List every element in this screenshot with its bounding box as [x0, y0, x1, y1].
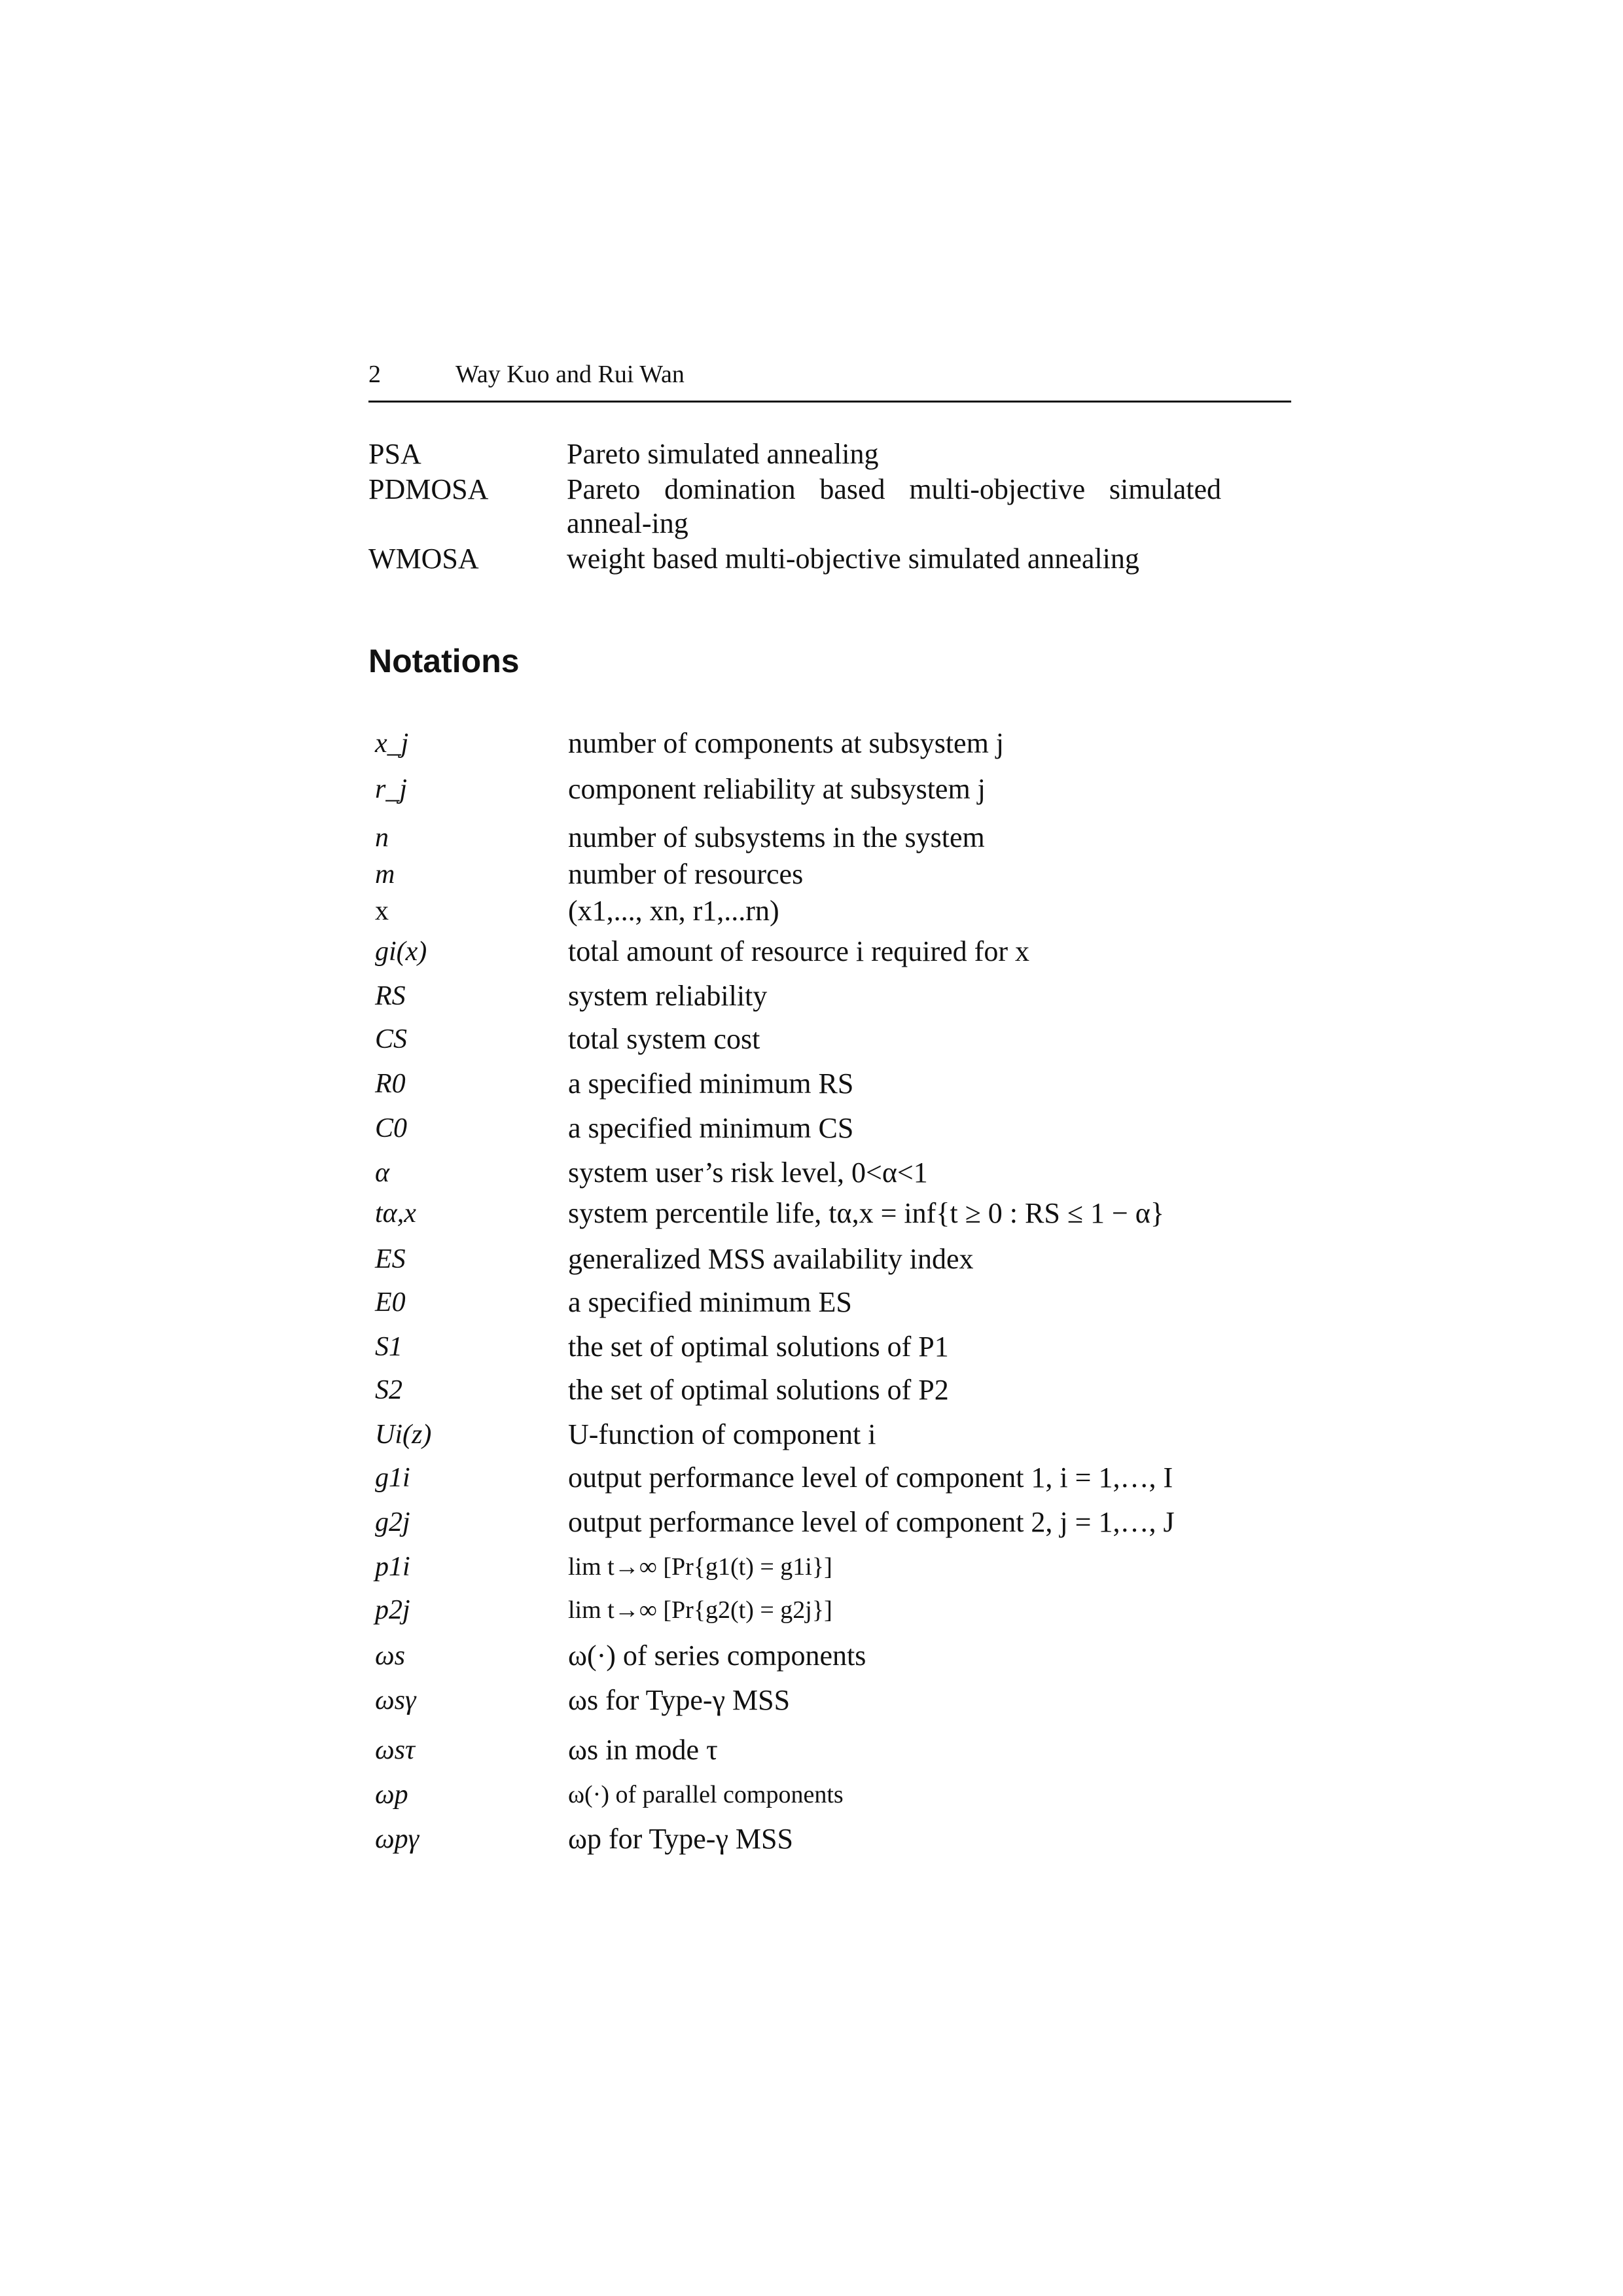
- notation-row: [368, 856, 1298, 895]
- notation-row: [368, 933, 1298, 973]
- notation-description: total system cost: [568, 1023, 760, 1055]
- notation-description: number of subsystems in the system: [568, 821, 985, 853]
- page-number: 2: [368, 361, 381, 388]
- notation-symbol: tα,x: [375, 1198, 416, 1229]
- page-header: [368, 359, 1291, 403]
- notation-description: lim t→∞ [Pr{g2(t) = g2j}]: [568, 1596, 832, 1624]
- notation-description: lim t→∞ [Pr{g1(t) = g1i}]: [568, 1553, 832, 1581]
- notation-symbol: ES: [375, 1244, 406, 1274]
- notation-row: [368, 1195, 1298, 1234]
- notation-description: number of components at subsystem j: [568, 727, 1005, 759]
- notation-symbol: ωpγ: [375, 1824, 419, 1854]
- abbreviation-row: [368, 437, 1298, 471]
- notation-description: system percentile life, tα,x = inf{t ≥ 0 : RS ≤ 1 − α}: [568, 1197, 1164, 1229]
- notation-row: [368, 1549, 1298, 1588]
- notation-description: ωp for Type-γ MSS: [568, 1823, 793, 1855]
- notation-symbol: p2j: [375, 1595, 410, 1625]
- notation-description: the set of optimal solutions of P1: [568, 1331, 949, 1363]
- notation-row: [368, 1155, 1298, 1194]
- notation-symbol: S1: [375, 1332, 402, 1362]
- abbreviation-term: PSA: [368, 438, 421, 470]
- notation-row: [368, 1504, 1298, 1543]
- notation-description: output performance level of component 1, i = 1,…, I: [568, 1462, 1173, 1494]
- notation-symbol: R0: [375, 1069, 406, 1099]
- notation-symbol: g1i: [375, 1463, 410, 1493]
- notation-description: system user’s risk level, 0<α<1: [568, 1157, 928, 1189]
- notation-symbol: ωp: [375, 1780, 408, 1810]
- notation-description: generalized MSS availability index: [568, 1243, 974, 1275]
- notation-row: [368, 1066, 1298, 1105]
- notation-row: [368, 1682, 1298, 1721]
- notation-symbol: Ui(z): [375, 1420, 432, 1450]
- notation-description: system reliability: [568, 980, 768, 1012]
- abbreviation-row: [368, 473, 1298, 541]
- notation-symbol: α: [375, 1158, 390, 1188]
- notation-description: ωs for Type-γ MSS: [568, 1684, 791, 1716]
- notation-row: [368, 1329, 1298, 1368]
- notation-description: the set of optimal solutions of P2: [568, 1374, 949, 1406]
- notation-description: a specified minimum ES: [568, 1286, 852, 1318]
- notation-row: [368, 771, 1298, 810]
- notation-description: ω(·) of parallel components: [568, 1781, 844, 1808]
- notation-row: [368, 978, 1298, 1017]
- section-title: Notations: [368, 643, 520, 679]
- notation-symbol: g2j: [375, 1507, 410, 1537]
- notation-symbol: gi(x): [375, 937, 427, 967]
- notation-description: number of resources: [568, 858, 804, 890]
- notation-row: [368, 1821, 1298, 1860]
- notation-description: U-function of component i: [568, 1418, 876, 1450]
- abbreviation-definition: Pareto domination based multi-objective simulated anneal-ing: [567, 473, 1221, 539]
- notation-symbol: ωsτ: [375, 1735, 416, 1765]
- notation-description: component reliability at subsystem j: [568, 773, 986, 805]
- notation-description: ω(·) of series components: [568, 1640, 866, 1672]
- notation-row: [368, 893, 1298, 932]
- abbreviation-definition: Pareto simulated annealing: [567, 438, 879, 470]
- notation-row: [368, 1021, 1298, 1060]
- notation-symbol: ωsγ: [375, 1685, 416, 1715]
- notation-description: total amount of resource i required for x: [568, 935, 1029, 967]
- abbreviation-term: PDMOSA: [368, 473, 489, 505]
- notation-symbol: r_j: [375, 774, 408, 804]
- notation-row: [368, 1372, 1298, 1411]
- notation-symbol: CS: [375, 1024, 408, 1054]
- notation-symbol: C0: [375, 1113, 408, 1143]
- notation-description: (x1,..., xn, r1,...rn): [568, 895, 779, 927]
- notation-description: a specified minimum CS: [568, 1112, 854, 1144]
- abbreviation-term: WMOSA: [368, 543, 479, 575]
- running-head: Way Kuo and Rui Wan: [455, 361, 685, 388]
- notation-row: [368, 1460, 1298, 1499]
- notation-row: [368, 1416, 1298, 1456]
- notation-row: [368, 1284, 1298, 1323]
- notation-symbol: n: [375, 823, 389, 853]
- notation-row: [368, 1638, 1298, 1677]
- notation-symbol: x_j: [375, 728, 409, 759]
- notation-row: [368, 1592, 1298, 1631]
- notation-symbol: E0: [375, 1287, 406, 1318]
- abbreviation-definition: weight based multi-objective simulated annealing: [567, 543, 1139, 575]
- notation-row: [368, 725, 1298, 764]
- notation-symbol: ωs: [375, 1641, 405, 1671]
- notation-description: output performance level of component 2, j = 1,…, J: [568, 1506, 1175, 1538]
- notation-symbol: RS: [375, 981, 406, 1011]
- notation-row: [368, 1241, 1298, 1280]
- notation-symbol: S2: [375, 1375, 402, 1405]
- notation-symbol: p1i: [375, 1552, 410, 1582]
- notation-row: [368, 1776, 1298, 1816]
- notation-row: [368, 1732, 1298, 1771]
- notation-symbol: x: [375, 896, 389, 926]
- notation-description: ωs in mode τ: [568, 1734, 718, 1766]
- abbreviation-row: [368, 542, 1298, 576]
- notation-description: a specified minimum RS: [568, 1067, 854, 1100]
- notation-row: [368, 819, 1298, 859]
- notation-symbol: m: [375, 859, 395, 889]
- notation-row: [368, 1110, 1298, 1149]
